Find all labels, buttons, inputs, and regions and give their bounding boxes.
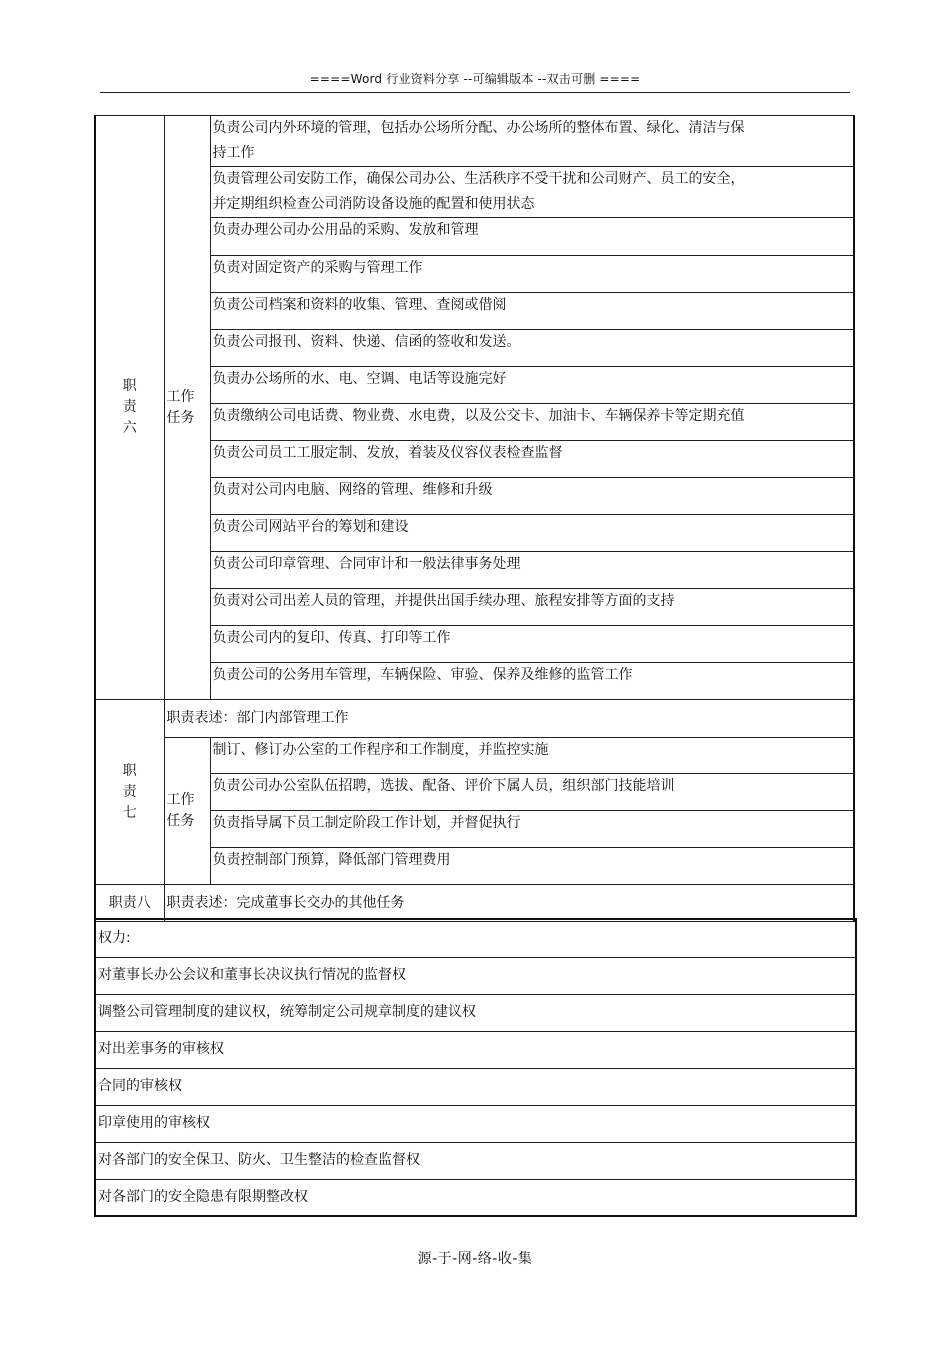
duty7-label: 职 责 七 bbox=[95, 700, 164, 885]
duty6-label: 职 责 六 bbox=[95, 116, 164, 700]
duty7-task-row bbox=[95, 738, 854, 774]
power-row bbox=[95, 1142, 856, 1179]
duty6-task: 负责公司档案和资料的收集、管理、查阅或借阅 bbox=[210, 293, 854, 330]
duty7-task: 负责控制部门预算，降低部门管理费用 bbox=[210, 848, 854, 885]
duty7-task: 制订、修订办公室的工作程序和工作制度，并监控实施 bbox=[210, 738, 854, 774]
duty7-task-label: 工作 任务 bbox=[164, 738, 210, 885]
duty6-task: 负责办理公司办公用品的采购、发放和管理 bbox=[210, 218, 854, 256]
duty6-task: 负责缴纳公司电话费、物业费、水电费，以及公交卡、加油卡、车辆保养卡等定期充值 bbox=[210, 404, 854, 441]
power-row bbox=[95, 1068, 856, 1105]
powers-title-row bbox=[95, 919, 856, 957]
powers-table bbox=[94, 918, 857, 1217]
duty6-task: 负责管理公司安防工作，确保公司办公、生活秩序不受干扰和公司财产、员工的安全， 并定期组织检查公司消防设备设施的配置和使用状态 bbox=[210, 167, 854, 218]
duty8-label: 职责八 bbox=[95, 885, 164, 922]
duty6-task: 负责对公司内电脑、网络的管理、维修和升级 bbox=[210, 478, 854, 515]
duty7-statement: 职责表述：部门内部管理工作 bbox=[164, 700, 854, 738]
duty6-task: 负责公司报刊、资料、快递、信函的签收和发送。 bbox=[210, 330, 854, 367]
duty7-statement-row bbox=[95, 700, 854, 738]
power-row bbox=[95, 1105, 856, 1142]
power-row bbox=[95, 1031, 856, 1068]
duty6-task: 负责公司员工工服定制、发放，着装及仪容仪表检查监督 bbox=[210, 441, 854, 478]
power-item: 对各部门的安全隐患有限期整改权 bbox=[95, 1179, 856, 1216]
duty6-task: 负责对固定资产的采购与管理工作 bbox=[210, 256, 854, 293]
power-item: 对各部门的安全保卫、防火、卫生整洁的检查监督权 bbox=[95, 1142, 856, 1179]
power-row bbox=[95, 1179, 856, 1216]
page-footer: 源-于-网-络-收-集 bbox=[417, 1251, 533, 1267]
duty6-task: 负责公司网站平台的筹划和建设 bbox=[210, 515, 854, 552]
duty6-task-label: 工作 任务 bbox=[164, 116, 210, 700]
duty6-task: 负责公司内的复印、传真、打印等工作 bbox=[210, 626, 854, 663]
duty6-task: 负责公司的公务用车管理，车辆保险、审验、保养及维修的监管工作 bbox=[210, 663, 854, 700]
power-item: 调整公司管理制度的建议权，统筹制定公司规章制度的建议权 bbox=[95, 994, 856, 1031]
duty-table bbox=[94, 115, 855, 922]
duty6-task: 负责公司印章管理、合同审计和一般法律事务处理 bbox=[210, 552, 854, 589]
duty6-task: 负责办公场所的水、电、空调、电话等设施完好 bbox=[210, 367, 854, 404]
power-item: 对出差事务的审核权 bbox=[95, 1031, 856, 1068]
power-item: 印章使用的审核权 bbox=[95, 1105, 856, 1142]
duty6-task: 负责公司内外环境的管理，包括办公场所分配、办公场所的整体布置、绿化、清洁与保 持工作 bbox=[210, 116, 854, 167]
duty7-task: 负责指导属下员工制定阶段工作计划，并督促执行 bbox=[210, 811, 854, 848]
duty6-task: 负责对公司出差人员的管理，并提供出国手续办理、旅程安排等方面的支持 bbox=[210, 589, 854, 626]
powers-title: 权力: bbox=[95, 919, 856, 957]
page-header: ====Word 行业资料分享 --可编辑版本 --双击可删 ==== bbox=[309, 72, 641, 86]
power-row bbox=[95, 957, 856, 994]
header-divider bbox=[100, 92, 850, 93]
power-item: 合同的审核权 bbox=[95, 1068, 856, 1105]
power-item: 对董事长办公会议和董事长决议执行情况的监督权 bbox=[95, 957, 856, 994]
power-row bbox=[95, 994, 856, 1031]
duty7-task: 负责公司办公室队伍招聘，选拔、配备、评价下属人员，组织部门技能培训 bbox=[210, 774, 854, 811]
duty8-row bbox=[95, 885, 854, 922]
duty6-task-row bbox=[95, 116, 854, 167]
duty8-statement: 职责表述：完成董事长交办的其他任务 bbox=[164, 885, 854, 922]
